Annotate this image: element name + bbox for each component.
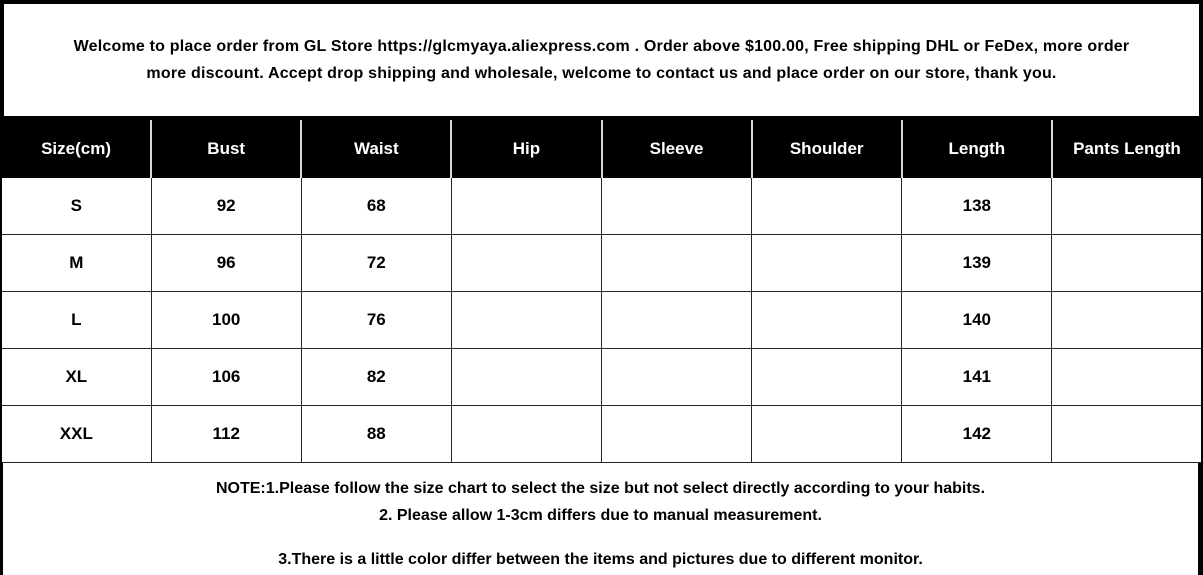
cell-hip (451, 349, 601, 406)
note-spacer (3, 529, 1198, 546)
cell-pants-length (1052, 235, 1202, 292)
cell-length: 141 (902, 349, 1052, 406)
table-row-l (1, 292, 1202, 349)
banner-text-line2: more discount. Accept drop shipping and wholesale, welcome to contact us and place order on our store, thank you. (146, 64, 1057, 82)
cell-bust: 106 (151, 349, 301, 406)
table-row-m (1, 235, 1202, 292)
cell-length: 139 (902, 235, 1052, 292)
cell-bust: 92 (151, 178, 301, 235)
cell-size-label: M (1, 235, 151, 292)
cell-shoulder (752, 178, 902, 235)
table-row-xl (1, 349, 1202, 406)
col-header-size: Size(cm) (1, 120, 151, 178)
note-line3: 3.There is a little color differ between the items and pictures due to different monitor. (278, 551, 923, 568)
banner-text-line1: Welcome to place order from GL Store https://glcmyaya.aliexpress.com . Order above $100.00, Free shipping DHL or FeDex, more order (73, 37, 1130, 55)
cell-length: 140 (902, 292, 1052, 349)
cell-hip (451, 235, 601, 292)
col-header-shoulder: Shoulder (752, 120, 902, 178)
notes-section (0, 463, 1203, 575)
cell-waist: 88 (301, 406, 451, 463)
col-header-hip: Hip (451, 120, 601, 178)
cell-waist: 76 (301, 292, 451, 349)
table-row-s (1, 178, 1202, 235)
cell-bust: 112 (151, 406, 301, 463)
cell-pants-length (1052, 406, 1202, 463)
cell-sleeve (602, 235, 752, 292)
cell-length: 138 (902, 178, 1052, 235)
note-line1: NOTE:1.Please follow the size chart to select the size but not select directly according to your habits. (215, 480, 986, 497)
cell-pants-length (1052, 178, 1202, 235)
cell-sleeve (602, 178, 752, 235)
cell-waist: 82 (301, 349, 451, 406)
store-welcome-banner (0, 0, 1203, 120)
cell-shoulder (752, 406, 902, 463)
col-header-waist: Waist (301, 120, 451, 178)
size-table-header-row (1, 120, 1202, 178)
cell-shoulder (752, 349, 902, 406)
cell-length: 142 (902, 406, 1052, 463)
cell-size-label: S (1, 178, 151, 235)
cell-pants-length (1052, 292, 1202, 349)
cell-sleeve (602, 406, 752, 463)
cell-bust: 96 (151, 235, 301, 292)
cell-waist: 68 (301, 178, 451, 235)
cell-waist: 72 (301, 235, 451, 292)
note-line2: 2. Please allow 1-3cm differs due to manual measurement. (379, 507, 822, 524)
cell-shoulder (752, 292, 902, 349)
size-table (0, 120, 1203, 463)
cell-sleeve (602, 349, 752, 406)
cell-pants-length (1052, 349, 1202, 406)
col-header-length: Length (902, 120, 1052, 178)
cell-bust: 100 (151, 292, 301, 349)
cell-hip (451, 406, 601, 463)
col-header-pants-length: Pants Length (1052, 120, 1202, 178)
col-header-bust: Bust (151, 120, 301, 178)
cell-size-label: XL (1, 349, 151, 406)
cell-size-label: L (1, 292, 151, 349)
col-header-sleeve: Sleeve (602, 120, 752, 178)
cell-sleeve (602, 292, 752, 349)
cell-hip (451, 178, 601, 235)
cell-size-label: XXL (1, 406, 151, 463)
cell-shoulder (752, 235, 902, 292)
table-row-xxl (1, 406, 1202, 463)
cell-hip (451, 292, 601, 349)
